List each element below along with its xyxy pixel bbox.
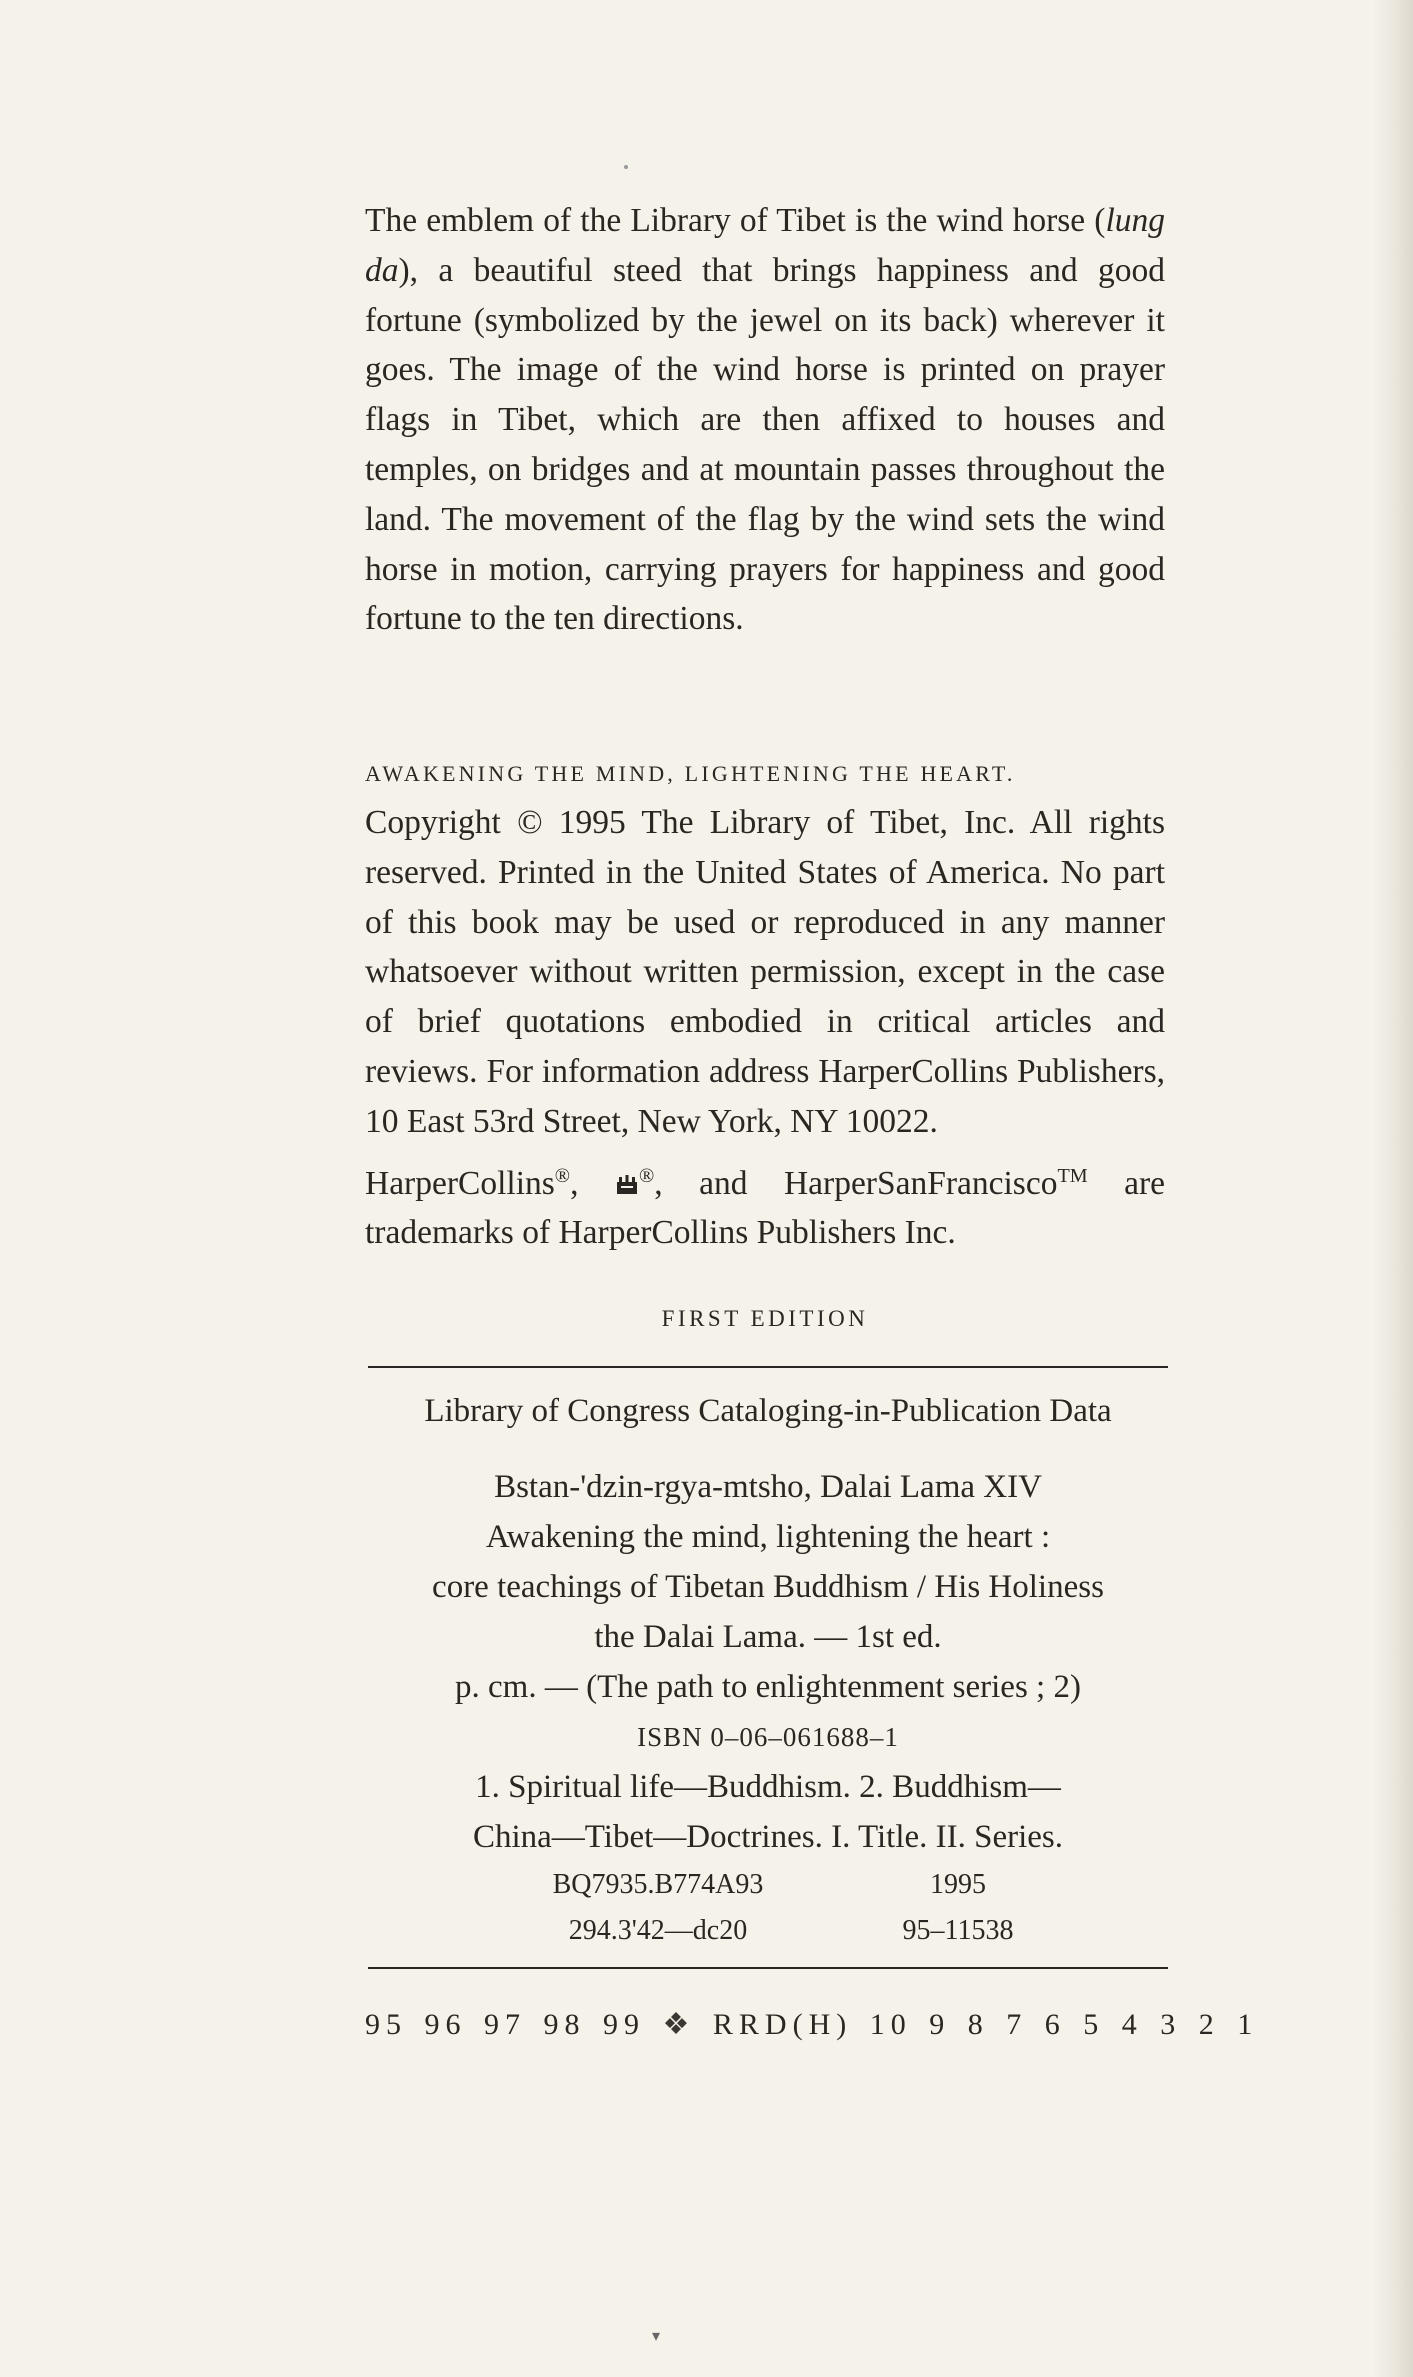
page-speck: ▾ [652, 2328, 661, 2345]
page-speck [624, 165, 628, 169]
cip-class-row [368, 1862, 1168, 1908]
cip-subject: 1. Spiritual life—Buddhism. 2. Buddhism— [475, 1769, 1061, 1805]
cip-dewey-number: 294.3'42—dc20 [568, 1915, 748, 1946]
emblem-paragraph [365, 196, 1165, 644]
edition-label: FIRST EDITION [661, 1306, 869, 1331]
copyright-block [365, 750, 1165, 1258]
cip-isbn: ISBN 0–06–061688–1 [637, 1722, 899, 1752]
cip-bottom-rule [368, 1967, 1168, 1969]
book-title: AWAKENING THE MIND, LIGHTENING THE HEART. [365, 761, 1016, 786]
registered-mark: ® [554, 1164, 571, 1187]
cip-subject: China—Tibet—Doctrines. I. Title. II. Series. [472, 1819, 1064, 1855]
cip-line: Awakening the mind, lightening the heart : [485, 1519, 1051, 1555]
trademark-tm: TM [1057, 1164, 1088, 1187]
cip-lccn: 95–11538 [902, 1915, 1014, 1946]
cip-top-rule [368, 1366, 1168, 1368]
cip-call-number: BQ7935.B774A93 [552, 1869, 764, 1900]
logo-registered-mark: ® [638, 1164, 655, 1187]
cip-line: core teachings of Tibetan Buddhism / His Holiness [432, 1569, 1104, 1605]
cip-class-row [368, 1908, 1168, 1954]
printing-code: RRD(H) 10 9 8 7 6 5 4 3 2 1 [712, 2008, 1259, 2041]
emblem-italic-term: lung da [365, 202, 1165, 289]
cip-year: 1995 [930, 1869, 986, 1900]
trademark-middle: , and HarperSanFrancisco [654, 1164, 1058, 1202]
cip-line: the Dalai Lama. — 1st ed. [594, 1619, 942, 1655]
emblem-text-start: The emblem of the Library of Tibet is the wind horse ( [365, 202, 1106, 239]
emblem-text-end: ), a beautiful steed that brings happiness and good fortune (symbolized by the jewel on its back) wherever it goes. The image of the wind horse is printed on prayer flags in Tibet, which are then affixed to houses and temples, on bridges and at mountain passes throughout the land. The movement of the flag by the wind sets the wind horse in motion, carrying prayers for happiness and good fortune to the ten directions. [365, 251, 1165, 638]
trademark-notice: HarperCollins®, ®, and HarperSanFrancisco™ are trademarks of HarperCollins Publishers Inc. [365, 1164, 1165, 1252]
printing-line [365, 2007, 1259, 2042]
copyright-notice: Copyright © 1995 The Library of Tibet, Inc. All rights reserved. Printed in the United States of America. No part of this book may be used or reproduced in any manner whatsoever without written permission, except in the case of brief quotations embodied in critical articles and reviews. For information address HarperCollins Publishers, 10 East 53rd Street, New York, NY 10022. [365, 804, 1165, 1140]
fleuron-icon: ❖ [662, 2008, 696, 2041]
cip-block [368, 1386, 1168, 1954]
cip-line: p. cm. — (The path to enlightenment series ; 2) [455, 1669, 1081, 1705]
trademark-harpercollins: HarperCollins [365, 1164, 555, 1202]
printing-years: 95 96 97 98 99 [365, 2008, 645, 2041]
cip-heading: Library of Congress Cataloging-in-Publication Data [424, 1393, 1112, 1429]
fire-and-water-logo-icon [615, 1174, 639, 1196]
page-edge [1373, 0, 1413, 2377]
cip-line: Bstan-'dzin-rgya-mtsho, Dalai Lama XIV [494, 1469, 1042, 1505]
trademark-end: are trademarks of HarperCollins Publishers Inc. [365, 1164, 1165, 1252]
